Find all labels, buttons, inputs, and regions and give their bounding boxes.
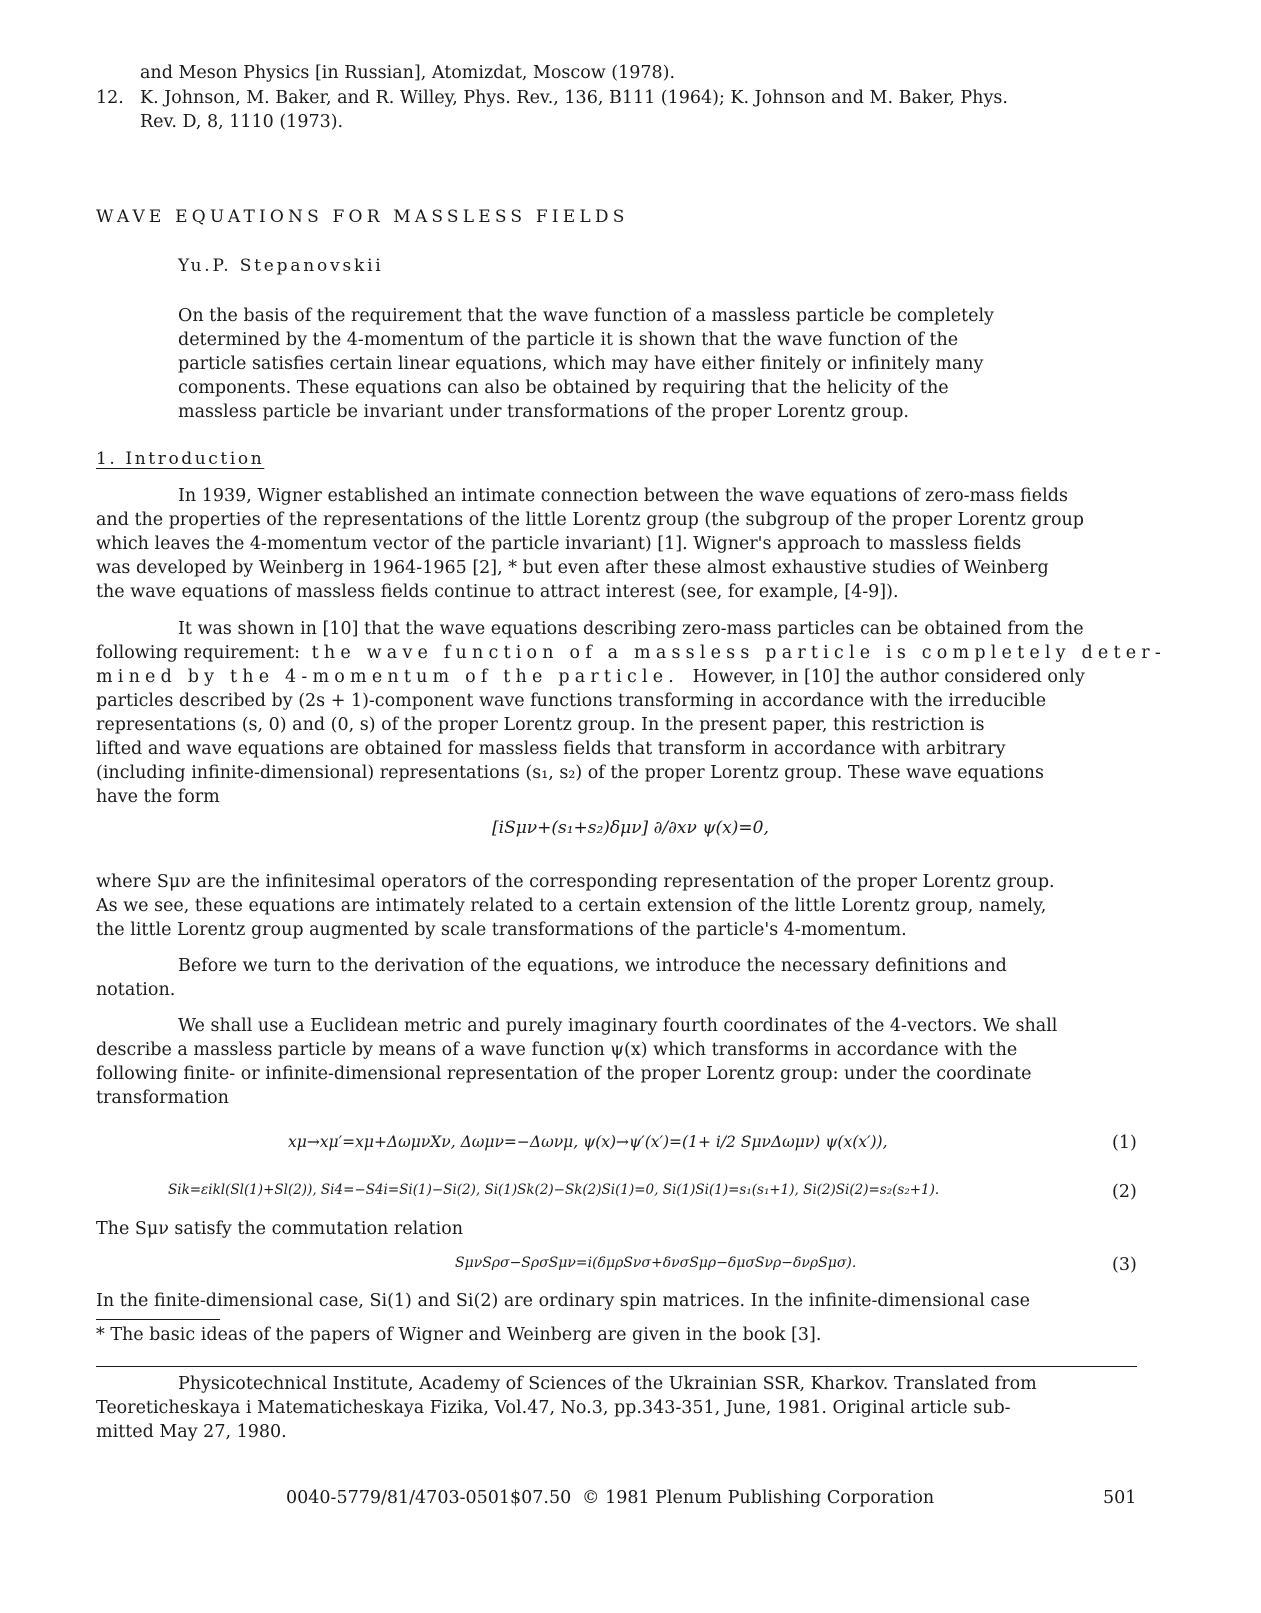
paragraph-line: notation. — [96, 980, 176, 1000]
paragraph-line: where Sμν are the infinitesimal operators of the corresponding representation of the proper Lorentz group. — [96, 872, 1055, 892]
paragraph-line: As we see, these equations are intimately related to a certain extension of the little Lorentz group, namely, — [96, 896, 1047, 916]
commutation-intro: The Sμν satisfy the commutation relation — [96, 1219, 464, 1239]
equation-2-number: (2) — [1112, 1182, 1137, 1202]
section-heading-introduction: 1. Introduction — [96, 449, 265, 469]
paragraph-line: particles described by (2s + 1)-component wave functions transforming in accordance with the irreducible — [96, 691, 1047, 711]
reference-12-number: 12. — [96, 88, 124, 108]
paragraph-line: following requirement: the wave function of a massless particle is completely deter- — [96, 643, 1166, 663]
affiliation-rule — [96, 1366, 1137, 1367]
equation-1: xμ→xμ′=xμ+ΔωμνXν, Δωμν=−Δωνμ, ψ(x)→ψ′(x′)=(1+ i/2 SμνΔωμν) ψ(x(x′)), — [288, 1133, 888, 1151]
abstract-line: On the basis of the requirement that the wave function of a massless particle be completely — [178, 306, 994, 326]
paragraph-line: the little Lorentz group augmented by scale transformations of the particle's 4-momentum. — [96, 920, 907, 940]
equation-wave: [iSμν+(s₁+s₂)δμν] ∂/∂xν ψ(x)=0, — [492, 818, 769, 838]
paragraph-line: In 1939, Wigner established an intimate connection between the wave equations of zero-mass fields — [178, 486, 1068, 506]
paragraph-line: which leaves the 4-momentum vector of the particle invariant) [1]. Wigner's approach to massless fields — [96, 534, 1022, 554]
abstract-line: particle satisfies certain linear equations, which may have either finitely or infinitely many — [178, 354, 984, 374]
affiliation-line: Teoreticheskaya i Matematicheskaya Fizika, Vol.47, No.3, pp.343-351, June, 1981. Original article sub- — [96, 1398, 1011, 1418]
emphasized-requirement: mined by the 4-momentum of the particle. — [96, 667, 680, 687]
paragraph-line: the wave equations of massless fields continue to attract interest (see, for example, [4-9]). — [96, 582, 899, 602]
paragraph-line: representations (s, 0) and (0, s) of the proper Lorentz group. In the present paper, this restriction is — [96, 715, 985, 735]
paragraph-line: lifted and wave equations are obtained for massless fields that transform in accordance with arbitrary — [96, 739, 1006, 759]
paragraph-line: We shall use a Euclidean metric and purely imaginary fourth coordinates of the 4-vectors. We shall — [178, 1016, 1058, 1036]
footnote: * The basic ideas of the papers of Wigner and Weinberg are given in the book [3]. — [96, 1325, 822, 1345]
footnote-rule — [96, 1319, 220, 1320]
paragraph-line: and the properties of the representations of the little Lorentz group (the subgroup of the proper Lorentz group — [96, 510, 1084, 530]
equation-2: Sik=εikl(Sl(1)+Sl(2)), Si4=−S4i=Si(1)−Si(2), Si(1)Sk(2)−Sk(2)Si(1)=0, Si(1)Si(1)=s₁(s₁+1), Si(2)Si(2)=s₂(s₂+1). — [168, 1182, 940, 1198]
reference-12-line-2: Rev. D, 8, 1110 (1973). — [140, 112, 344, 132]
equation-3: SμνSρσ−SρσSμν=i(δμρSνσ+δνσSμρ−δμσSνρ−δνρSμσ). — [455, 1255, 857, 1271]
abstract-line: determined by the 4-momentum of the particle it is shown that the wave function of the — [178, 330, 959, 350]
article-author: Yu.P. Stepanovskii — [178, 256, 384, 276]
emphasized-requirement: the wave function of a massless particle is completely deter- — [311, 643, 1166, 663]
article-title: WAVE EQUATIONS FOR MASSLESS FIELDS — [96, 207, 629, 227]
paragraph-line: have the form — [96, 787, 220, 807]
paragraph-line: In the finite-dimensional case, Si(1) and Si(2) are ordinary spin matrices. In the infinite-dimensional case — [96, 1291, 1030, 1311]
reference-11-continuation: and Meson Physics [in Russian], Atomizdat, Moscow (1978). — [140, 63, 676, 83]
footer-copyright: © 1981 Plenum Publishing Corporation — [582, 1488, 935, 1508]
page-number: 501 — [1103, 1488, 1137, 1508]
equation-3-number: (3) — [1112, 1255, 1137, 1275]
affiliation-line: mitted May 27, 1980. — [96, 1422, 287, 1442]
paragraph-line: following finite- or infinite-dimensional representation of the proper Lorentz group: under the coordinate — [96, 1064, 1032, 1084]
reference-12-line-1: K. Johnson, M. Baker, and R. Willey, Phys. Rev., 136, B111 (1964); K. Johnson and M. Baker, Phys. — [140, 88, 1008, 108]
paragraph-line: was developed by Weinberg in 1964-1965 [2], * but even after these almost exhaustive studies of Weinberg — [96, 558, 1049, 578]
paragraph-line: describe a massless particle by means of a wave function ψ(x) which transforms in accordance with the — [96, 1040, 1018, 1060]
abstract-line: massless particle be invariant under transformations of the proper Lorentz group. — [178, 402, 909, 422]
paragraph-line: Before we turn to the derivation of the equations, we introduce the necessary definitions and — [178, 956, 1007, 976]
footer-code: 0040-5779/81/4703-0501$07.50 — [286, 1488, 572, 1508]
abstract-line: components. These equations can also be obtained by requiring that the helicity of the — [178, 378, 949, 398]
paragraph-line: It was shown in [10] that the wave equations describing zero-mass particles can be obtained from the — [178, 619, 1084, 639]
paragraph-line: mined by the 4-momentum of the particle. However, in [10] the author considered only — [96, 667, 1085, 687]
affiliation-line: Physicotechnical Institute, Academy of Sciences of the Ukrainian SSR, Kharkov. Translated from — [178, 1374, 1037, 1394]
equation-1-number: (1) — [1112, 1133, 1137, 1153]
paragraph-line: transformation — [96, 1088, 229, 1108]
paragraph-line: (including infinite-dimensional) representations (s₁, s₂) of the proper Lorentz group. These wave equations — [96, 763, 1044, 783]
